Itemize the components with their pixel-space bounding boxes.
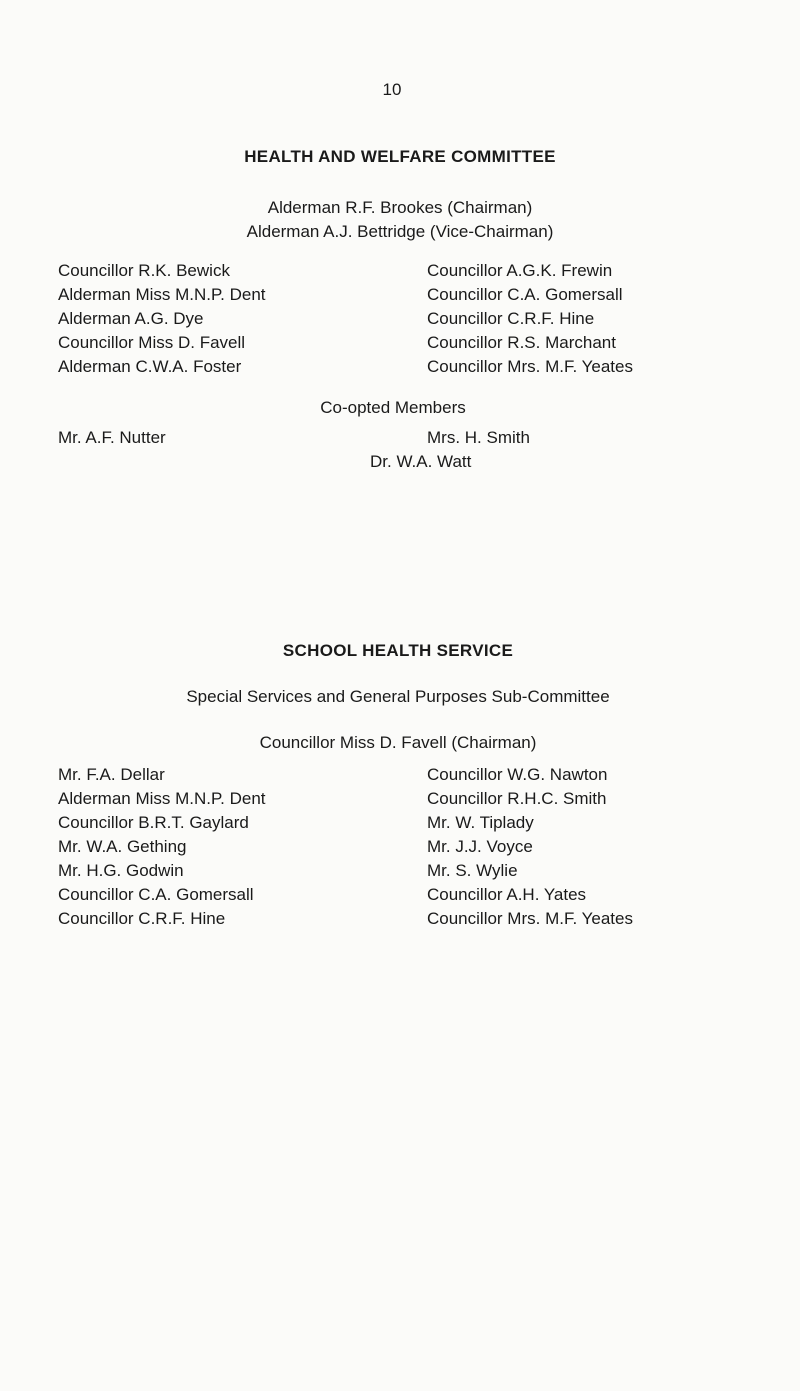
- school-health-title: SCHOOL HEALTH SERVICE: [282, 641, 514, 660]
- member: Councillor Mrs. M.F. Yeates: [427, 909, 633, 928]
- chairman: Alderman R.F. Brookes (Chairman): [267, 198, 533, 217]
- member: Alderman C.W.A. Foster: [58, 357, 242, 376]
- member: Councillor C.A. Gomersall: [427, 285, 623, 304]
- member: Councillor Mrs. M.F. Yeates: [427, 357, 633, 376]
- member: Mr. S. Wylie: [427, 861, 518, 880]
- coopted-member: Mr. A.F. Nutter: [58, 428, 166, 447]
- member: Councillor A.H. Yates: [427, 885, 587, 904]
- coopted-member: Dr. W.A. Watt: [370, 452, 472, 471]
- member: Councillor A.G.K. Frewin: [427, 261, 613, 280]
- member: Mr. W.A. Gething: [58, 837, 187, 856]
- coopted-member: Mrs. H. Smith: [427, 428, 530, 447]
- member: Councillor C.R.F. Hine: [427, 309, 595, 328]
- subcommittee-title: Special Services and General Purposes Sub-Committee: [186, 687, 610, 706]
- page-number: 10: [382, 80, 402, 99]
- member: Councillor R.H.C. Smith: [427, 789, 607, 808]
- member: Mr. J.J. Voyce: [427, 837, 533, 856]
- coopted-heading: Co-opted Members: [320, 398, 466, 417]
- member: Councillor Miss D. Favell: [58, 333, 246, 352]
- subcommittee-chairman: Councillor Miss D. Favell (Chairman): [259, 733, 537, 752]
- member: Councillor C.A. Gomersall: [58, 885, 254, 904]
- member: Alderman A.G. Dye: [58, 309, 204, 328]
- health-welfare-title: HEALTH AND WELFARE COMMITTEE: [244, 147, 556, 166]
- sh-right-members: [427, 765, 633, 933]
- member: Councillor B.R.T. Gaylard: [58, 813, 249, 832]
- member: Alderman Miss M.N.P. Dent: [58, 285, 266, 304]
- member: Mr. H.G. Godwin: [58, 861, 184, 880]
- member: Councillor W.G. Nawton: [427, 765, 608, 784]
- member: Mr. W. Tiplady: [427, 813, 534, 832]
- hw-left-members: [58, 261, 266, 381]
- member: Councillor R.S. Marchant: [427, 333, 616, 352]
- hw-right-members: [427, 261, 633, 381]
- member: Alderman Miss M.N.P. Dent: [58, 789, 266, 808]
- member: Councillor R.K. Bewick: [58, 261, 230, 280]
- sh-left-members: [58, 765, 266, 933]
- vice-chairman: Alderman A.J. Bettridge (Vice-Chairman): [246, 222, 554, 241]
- member: Mr. F.A. Dellar: [58, 765, 165, 784]
- member: Councillor C.R.F. Hine: [58, 909, 226, 928]
